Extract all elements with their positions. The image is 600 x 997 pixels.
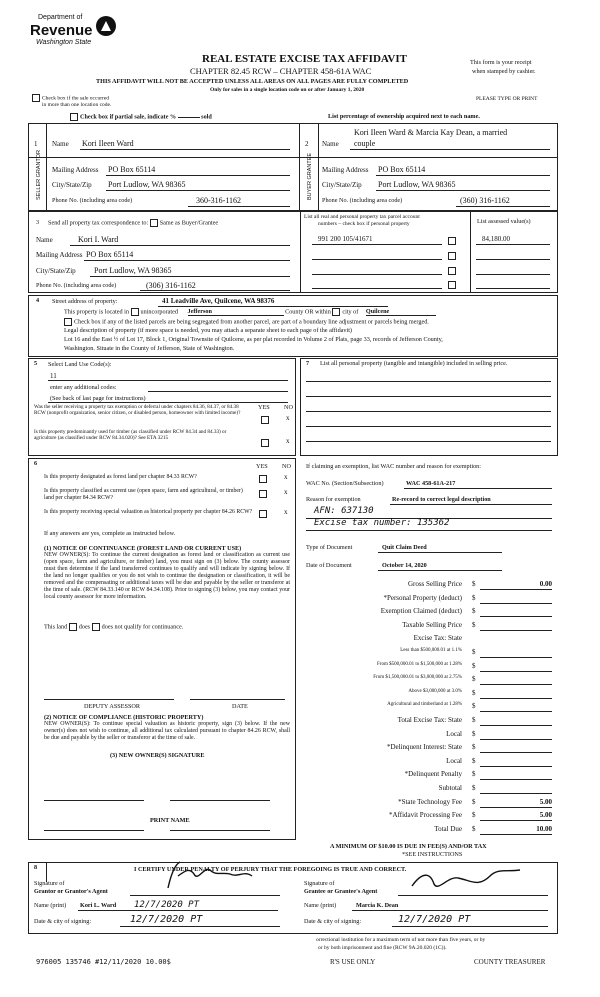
section3-city-label: City/State/Zip (36, 267, 76, 275)
buyer-phone-label: Phone No. (including area code) (322, 197, 403, 204)
county-treasurer-label: COUNTY TREASURER (474, 958, 546, 966)
s6-q3-answer: x (284, 508, 288, 516)
s6-question-1: Is this property designated as forest land per chapter 84.33 RCW? (44, 474, 197, 480)
notice1-title: (1) NOTICE OF CONTINUANCE (FOREST LAND OR CURRENT USE) (44, 545, 242, 552)
tax-row-label: From $1,500,000.01 to $3,000,000 at 2.75% (373, 675, 462, 681)
s6-q2-yes-checkbox[interactable] (259, 490, 267, 498)
parcel-number: 991 200 105/41671 (318, 235, 373, 243)
tax-row-line (480, 589, 552, 590)
tax-row-line (480, 766, 552, 767)
tax-row-label: Total Excise Tax: State (397, 716, 462, 724)
parcel-header-2: numbers – check box if personal property (318, 221, 410, 227)
additional-codes-label: enter any additional codes: (50, 384, 117, 391)
section7-num: 7 (306, 360, 310, 367)
section3-num: 3 (36, 219, 40, 226)
grantor-date: 12/7/2020 PT (130, 914, 203, 925)
seller-name-label: Name (52, 140, 69, 148)
seller-mail: PO Box 65114 (108, 165, 156, 174)
form-subtitle: CHAPTER 82.45 RCW – CHAPTER 458-61A WAC (190, 66, 372, 76)
location-line: This property is located in unincorporated Jefferson County OR within city of Quilcene (64, 308, 436, 316)
land-use-code: 11 (50, 372, 57, 380)
buyer-name-line2: couple (354, 139, 376, 148)
buyer-city-label: City/State/Zip (322, 181, 362, 189)
seller-phone-label: Phone No. (including area code) (52, 197, 133, 204)
tax-row-line (480, 834, 552, 835)
does-not-checkbox[interactable] (92, 623, 100, 631)
tax-row-label: Excise Tax: State (413, 634, 462, 643)
does-checkbox[interactable] (69, 623, 77, 631)
grantee-sig-label-2: Grantee or Grantee's Agent (304, 888, 378, 895)
seller-city-label: City/State/Zip (52, 181, 92, 189)
buyer-name-label: Name (322, 140, 339, 148)
tax-row-value: 5.00 (539, 797, 552, 806)
personal-property-checkbox-2[interactable] (448, 252, 456, 260)
section3-mail: PO Box 65114 (86, 250, 134, 259)
section6-num: 6 (34, 460, 38, 467)
section3-phone-label: Phone No. (including area code) (36, 282, 117, 289)
tax-row-line (480, 711, 552, 712)
doc-date: October 14, 2020 (382, 562, 427, 569)
grantee-signature (408, 866, 528, 894)
tax-row-label: Subtotal (438, 784, 462, 792)
dollar-sign: $ (472, 688, 476, 697)
s6-q3-yes-checkbox[interactable] (259, 510, 267, 518)
grantor-date-label: Date & city of signing: (34, 918, 92, 925)
receipt-note-2: when stamped by cashier. (472, 68, 536, 75)
section8-num: 8 (34, 864, 38, 871)
assessed-value: 84,180.00 (482, 235, 510, 243)
s5-question-2: Is this property predominantly used for timber (as classified under RCW 84.34 and 84.33) or agriculture (as classified under RCW 84.34.020)? See ETA 3215 (34, 429, 227, 442)
grantee-date-label: Date & city of signing: (304, 918, 362, 925)
tax-row-line (480, 684, 552, 685)
tax-row-line (480, 793, 552, 794)
assessor-date-label: DATE (232, 703, 248, 710)
s6-q1-answer: x (284, 473, 288, 481)
s5-q1-yes-checkbox[interactable] (261, 416, 269, 424)
tax-row-label: *Affidavit Processing Fee (389, 811, 462, 820)
personal-property-checkbox-1[interactable] (448, 237, 456, 245)
s5-question-1: Was the seller receiving a property tax exemption or deferral under chapters 84.36, 84.37, or 84.38 RCW (nonprofit organization, senior citizen, or disabled person, homeowner with limited income)? (34, 404, 241, 417)
section3-city: Port Ludlow, WA 98365 (94, 266, 172, 275)
deputy-assessor-label: DEPUTY ASSESSOR (84, 703, 140, 710)
seller-num: 1 (34, 140, 38, 148)
section3-send: Send all property tax correspondence to: Same as Buyer/Grantee (48, 219, 219, 227)
tax-row-line (480, 725, 552, 726)
s6-q1-yes-checkbox[interactable] (259, 475, 267, 483)
s5-no-header: NO (284, 404, 293, 411)
payment-stamp: 976005 135746 #12/11/2020 10.00$ (36, 958, 171, 966)
dollar-sign: $ (472, 797, 476, 806)
tax-row-label: Taxable Selling Price (402, 620, 462, 629)
tax-row-line (480, 657, 552, 658)
dollar-sign: $ (472, 648, 476, 656)
tax-row-line (480, 739, 552, 740)
tax-row-label: Local (446, 756, 462, 765)
grantee-sig-label-1: Signature of (304, 880, 335, 887)
unincorporated-checkbox[interactable] (131, 308, 139, 316)
buyer-name-line1: Kori Ileen Ward & Marcia Kay Dean, a married (354, 128, 508, 137)
personal-property-label: List all personal property (tangible and intangible) included in selling price. (320, 360, 508, 367)
tax-row-line (480, 603, 552, 604)
grantor-date-inline: 12/7/2020 PT (134, 900, 200, 910)
buyer-city: Port Ludlow, WA 98365 (378, 180, 456, 189)
dollar-sign: $ (472, 811, 476, 820)
section3-phone: (306) 316-1162 (146, 281, 196, 290)
dollar-sign: $ (472, 580, 476, 588)
multi-location-checkbox[interactable] (32, 94, 40, 102)
segregated-checkbox[interactable] (64, 318, 72, 326)
s5-q2-answer: x (286, 437, 290, 445)
dollar-sign: $ (472, 620, 476, 629)
doc-type: Quit Claim Deed (382, 544, 427, 551)
tax-row-label: Agricultural and timberland at 1.28% (387, 702, 462, 708)
seller-side-label: SELLER GRANTOR (36, 149, 42, 200)
certify-text: I CERTIFY UNDER PENALTY OF PERJURY THAT THE FOREGOING IS TRUE AND CORRECT. (134, 866, 407, 873)
dollar-sign: $ (472, 675, 476, 684)
type-note: PLEASE TYPE OR PRINT (476, 96, 538, 102)
doc-type-label: Type of Document (306, 544, 353, 551)
dollar-sign: $ (472, 756, 476, 765)
notice2-title: (2) NOTICE OF COMPLIANCE (HISTORIC PROPERTY) (44, 714, 204, 721)
dollar-sign: $ (472, 702, 476, 711)
tax-row-label: *Delinquent Interest: State (386, 743, 462, 752)
dollar-sign: $ (472, 824, 476, 833)
tax-row-value: 10.00 (536, 824, 552, 833)
tax-row-label: From $500,000.01 to $1,500,000 at 1.28% (377, 661, 462, 667)
doc-date-label: Date of Document (306, 562, 352, 569)
street-address: 41 Leadville Ave, Quilcene, WA 98376 (162, 297, 275, 305)
section3-name: Kori I. Ward (78, 235, 119, 244)
perjury-line-1: orrectional institution for a maximum term of not more than five years, or by (316, 937, 486, 943)
form-title: REAL ESTATE EXCISE TAX AFFIDAVIT (202, 53, 407, 65)
s6-question-2: Is this property classified as current use (open space, farm and agricultural, or timber) land per chapter 84.34 RCW? (44, 488, 243, 502)
legal-label: Legal description of property (if more space is needed, you may attach a separate sheet to each page of the affidavit) (64, 327, 352, 334)
tax-row-label: Local (446, 729, 462, 738)
dollar-sign: $ (472, 593, 476, 602)
tax-row-line (480, 779, 552, 780)
new-owner-signature-label: (3) NEW OWNER(S) SIGNATURE (110, 752, 205, 759)
receipt-note-1: This form is your receipt (470, 59, 532, 66)
revenue-wordmark: Revenue (30, 22, 93, 39)
legal-line-2: Washington. Situate in the County of Jefferson, State of Washington. (64, 345, 235, 352)
perjury-line-2: or by both imprisonment and fine (RCW 9A.20.020 (1C)). (318, 945, 447, 951)
s5-q1-answer: x (286, 414, 290, 422)
tax-row-label: Above $3,000,000 at 3.0% (408, 688, 462, 694)
tax-row-label: Gross Selling Price (407, 580, 462, 588)
grantor-signature (160, 860, 270, 892)
seller-phone: 360-316-1162 (196, 196, 242, 205)
dollar-sign: $ (472, 784, 476, 792)
seller-mail-label: Mailing Address (52, 166, 99, 174)
personal-property-checkbox-4[interactable] (448, 281, 456, 289)
warning-text: THIS AFFIDAVIT WILL NOT BE ACCEPTED UNLESS ALL AREAS ON ALL PAGES ARE FULLY COMPLETED (96, 78, 409, 85)
tax-row-label: Total Due (434, 824, 462, 833)
segregated-line: Check box if any of the listed parcels are being segregated from another parcel, are part of a boundary line adjustment or parcels being merged. (64, 318, 429, 326)
tax-row-label: *State Technology Fee (398, 797, 462, 806)
section5-num: 5 (34, 360, 38, 367)
buyer-phone: (360) 316-1162 (460, 196, 510, 205)
tax-row-line (480, 752, 552, 753)
ownership-note: List percentage of ownership acquired next to each name. (328, 113, 480, 120)
legal-line-1: Lot 16 and the East ½ of Lot 17, Block 1, Original Townsite of Quilcene, as per plat recorded in Volume 2 of Plats, page 33, records of Jefferson County, (64, 336, 443, 343)
seller-city: Port Ludlow, WA 98365 (108, 180, 186, 189)
tax-row-line (480, 698, 552, 699)
buyer-mail-label: Mailing Address (322, 166, 369, 174)
minimum-note-1: A MINIMUM OF $10.00 IS DUE IN FEE(S) AND/OR TAX (330, 843, 487, 850)
tax-row-label: Exemption Claimed (deduct) (380, 607, 462, 616)
s5-q2-yes-checkbox[interactable] (261, 439, 269, 447)
street-label: Street address of property: (52, 298, 118, 305)
section3-name-label: Name (36, 236, 53, 244)
grantee-date: 12/7/2020 PT (398, 914, 471, 925)
tax-row-line (480, 820, 552, 821)
dollar-sign: $ (472, 607, 476, 616)
grantee-name-label: Name (print) (304, 902, 337, 909)
see-back: (See back of last page for instructions) (50, 395, 146, 402)
tax-row-line (480, 671, 552, 672)
seller-name: Kori Ileen Ward (82, 139, 134, 148)
dollar-sign: $ (472, 743, 476, 752)
afn-handwritten: AFN: 637130 (314, 506, 374, 516)
excise-number-handwritten: Excise tax number: 135362 (314, 518, 450, 528)
tax-row-line (480, 616, 552, 617)
use-only-label: R'S USE ONLY (330, 958, 376, 966)
grantee-name: Marcia K. Dean (356, 902, 399, 909)
dollar-sign: $ (472, 661, 476, 670)
minimum-note-2: *SEE INSTRUCTIONS (402, 851, 463, 858)
partial-sale: Check box if partial sale, indicate % sold (70, 113, 212, 121)
buyer-side-label: BUYER GRANTEE (307, 152, 313, 200)
reason-text: Re-record to correct legal description (392, 496, 491, 503)
land-use-label: Select Land Use Code(s): (48, 361, 112, 368)
grantor-name: Kori L. Ward (80, 902, 117, 909)
tax-row-line (480, 807, 552, 808)
grantor-name-label: Name (print) (34, 902, 67, 909)
s6-yes-header: YES (256, 463, 268, 470)
tax-row-line (480, 630, 552, 631)
claim-exemption-label: If claiming an exemption, list WAC number and reason for exemption: (306, 463, 481, 470)
grantor-sig-label-1: Signature of (34, 880, 65, 887)
dor-logo (30, 14, 130, 52)
tax-row-label: *Delinquent Penalty (404, 770, 462, 779)
dor-logo-icon (94, 14, 118, 38)
s6-question-3: Is this property receiving special valuation as historical property per chapter 84.26 RCW? (44, 509, 253, 515)
parcel-header-1: List all real and personal property tax parcel account (304, 214, 420, 220)
s6-q2-answer: x (284, 488, 288, 496)
s5-yes-header: YES (258, 404, 270, 411)
notice1-body: NEW OWNER(S): To continue the current designation as forest land or classification as current use (open space, farm and agriculture, or timber) land, you must sign on (3) below. The county assessor must then determine if the land transferred continues to qualify and will indicate by signing below. If the land no longer qualifies or you do not wish to continue the designation or classification, it will be removed and the compensating or additional taxes will be due and payable by the seller or transferor at the time of sale. (RCW 84.33.140 or RCW 84.34.108). Prior to signing (3) below, you may contact your local county assessor for more information. (44, 552, 290, 600)
reason-label: Reason for exemption (306, 496, 361, 503)
wac-number: WAC 458-61A-217 (406, 480, 456, 487)
tax-row-label: *Personal Property (deduct) (383, 593, 462, 602)
dollar-sign: $ (472, 716, 476, 724)
section4-num: 4 (36, 297, 40, 304)
print-name-label: PRINT NAME (150, 817, 190, 824)
notice2-body: NEW OWNER(S): To continue special valuation as historic property, sign (3) below. If the new owner(s) does not wish to continue, all additional tax calculated pursuant to chapter 84.26 RCW, shall be due and payable by the seller or transferor at the time of sale. (44, 721, 290, 741)
if-yes-note: If any answers are yes, complete as instructed below. (44, 530, 176, 537)
location-note: Only for sales in a single location code on or after January 1, 2020 (210, 87, 365, 93)
s6-no-header: NO (282, 463, 291, 470)
tax-row-value: 0.00 (539, 580, 552, 588)
continuance-line: This land does does not qualify for continuance. (44, 623, 184, 631)
washington-state: Washington State (36, 39, 92, 46)
partial-sale-checkbox[interactable] (70, 113, 78, 121)
wac-label: WAC No. (Section/Subsection) (306, 480, 384, 487)
multi-location-check: Check box if the sale occurred in more than one location code. (32, 94, 111, 108)
assessed-header: List assessed value(s) (477, 218, 531, 225)
personal-property-checkbox-3[interactable] (448, 267, 456, 275)
dollar-sign: $ (472, 770, 476, 779)
dept-of: Department of (38, 14, 83, 21)
same-as-buyer-checkbox[interactable] (150, 219, 158, 227)
buyer-num: 2 (305, 140, 309, 148)
city-checkbox[interactable] (332, 308, 340, 316)
tax-row-value: 5.00 (539, 811, 552, 820)
grantor-sig-label-2: Grantor or Grantor's Agent (34, 888, 108, 895)
section3-mail-label: Mailing Address (36, 251, 83, 259)
dollar-sign: $ (472, 729, 476, 738)
tax-row-label: Less than $500,000.01 at 1.1% (400, 648, 462, 653)
buyer-mail: PO Box 65114 (378, 165, 426, 174)
